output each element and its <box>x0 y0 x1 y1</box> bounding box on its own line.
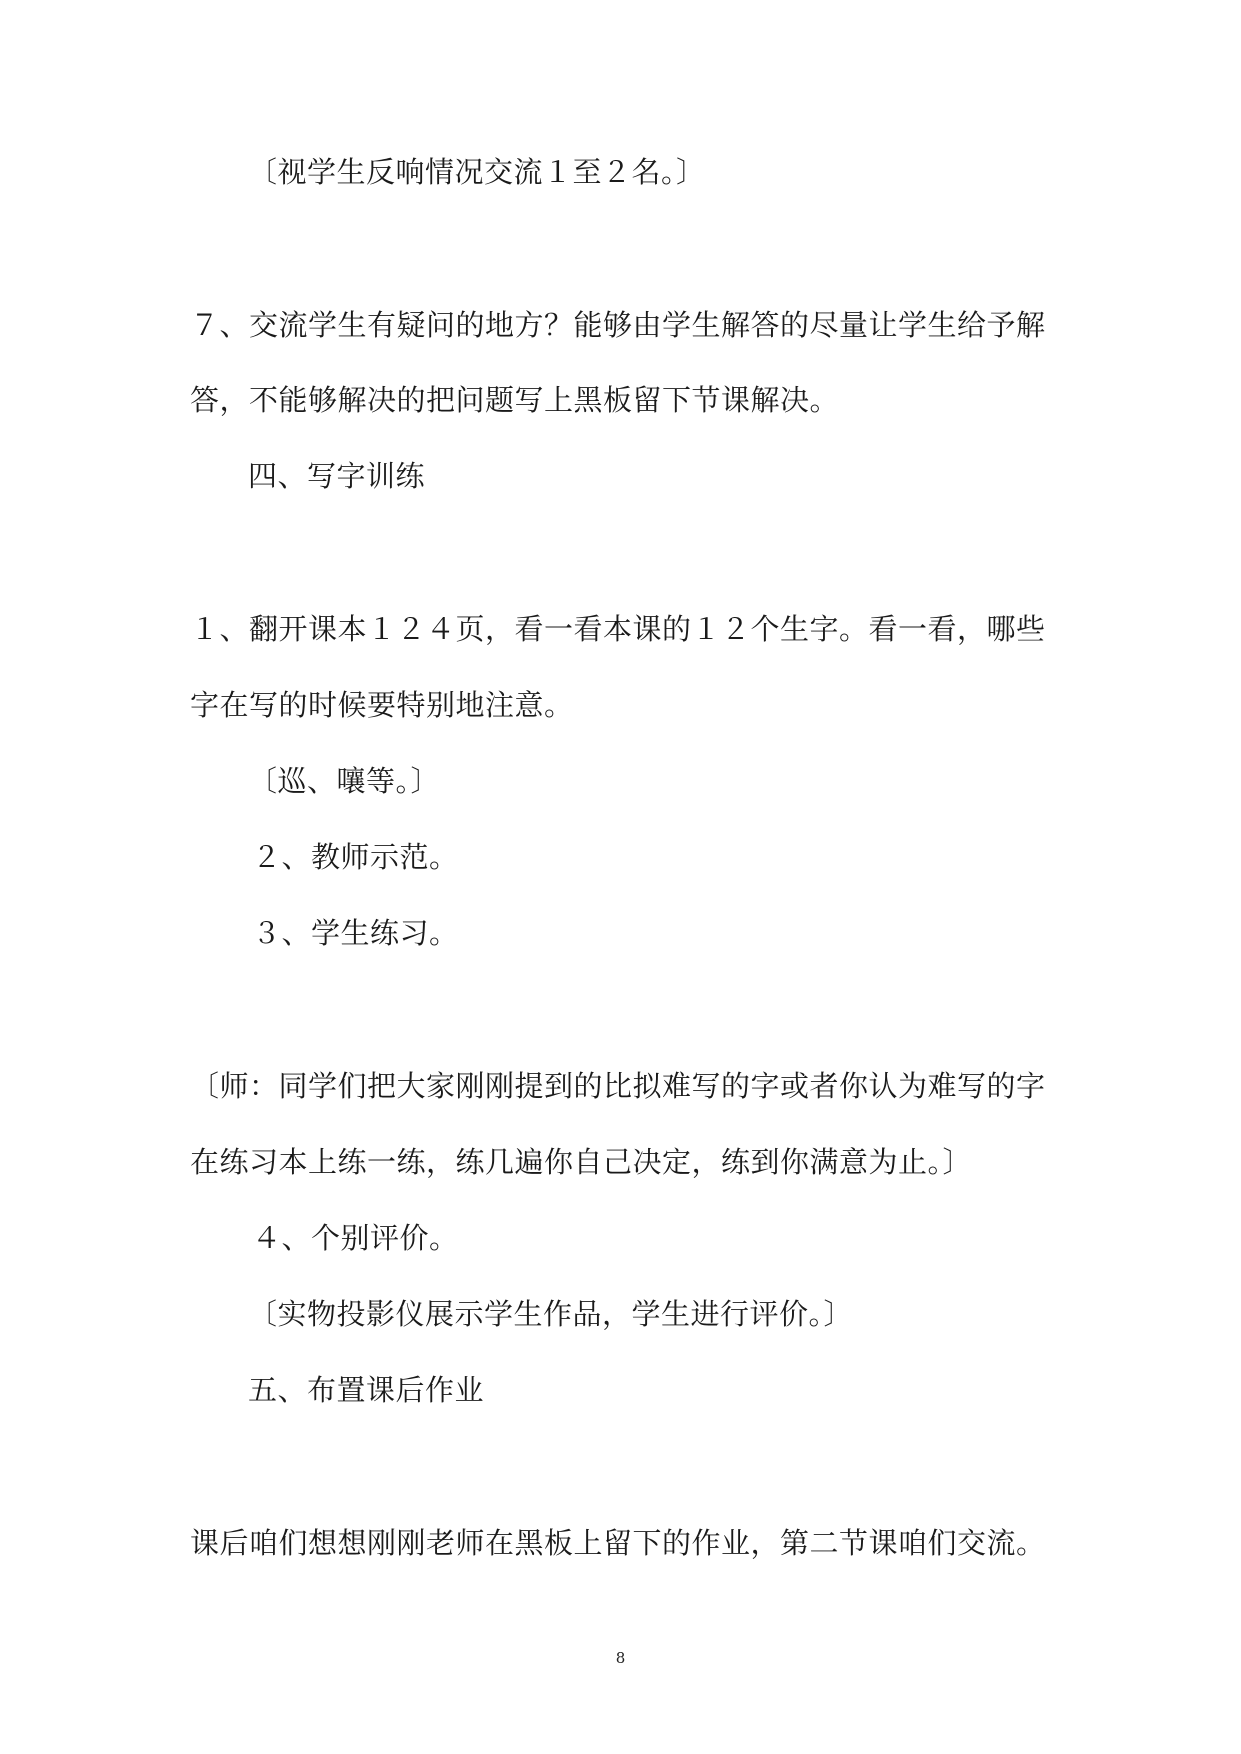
text-line: 〔师：同学们把大家刚刚提到的比拟难写的字或者你认为难写的字 <box>190 1069 1046 1103</box>
text-line: ２、教师示范。 <box>252 840 459 874</box>
text-line: 〔实物投影仪展示学生作品，学生进行评价。〕 <box>248 1297 854 1331</box>
text-line: 在练习本上练一练，练几遍你自己决定，练到你满意为止。〕 <box>190 1145 973 1179</box>
text-line: 字在写的时候要特别地注意。 <box>190 688 574 722</box>
text-line: ４、个别评价。 <box>252 1221 459 1255</box>
text-line: ７、交流学生有疑问的地方？能够由学生解答的尽量让学生给予解 <box>190 308 1046 342</box>
text-line: 〔视学生反响情况交流１至２名。〕 <box>248 155 706 189</box>
text-line: １、翻开课本１２４页，看一看本课的１２个生字。看一看，哪些 <box>190 612 1046 646</box>
section-heading: 四、写字训练 <box>248 459 426 493</box>
section-heading: 五、布置课后作业 <box>248 1373 485 1407</box>
text-line: ３、学生练习。 <box>252 916 459 950</box>
page-number: 8 <box>615 1649 626 1667</box>
text-line: 答，不能够解决的把问题写上黑板留下节课解决。 <box>190 383 840 417</box>
text-line: 课后咱们想想刚刚老师在黑板上留下的作业，第二节课咱们交流。 <box>190 1526 1046 1560</box>
text-line: 〔巡、嚷等。〕 <box>248 764 441 798</box>
